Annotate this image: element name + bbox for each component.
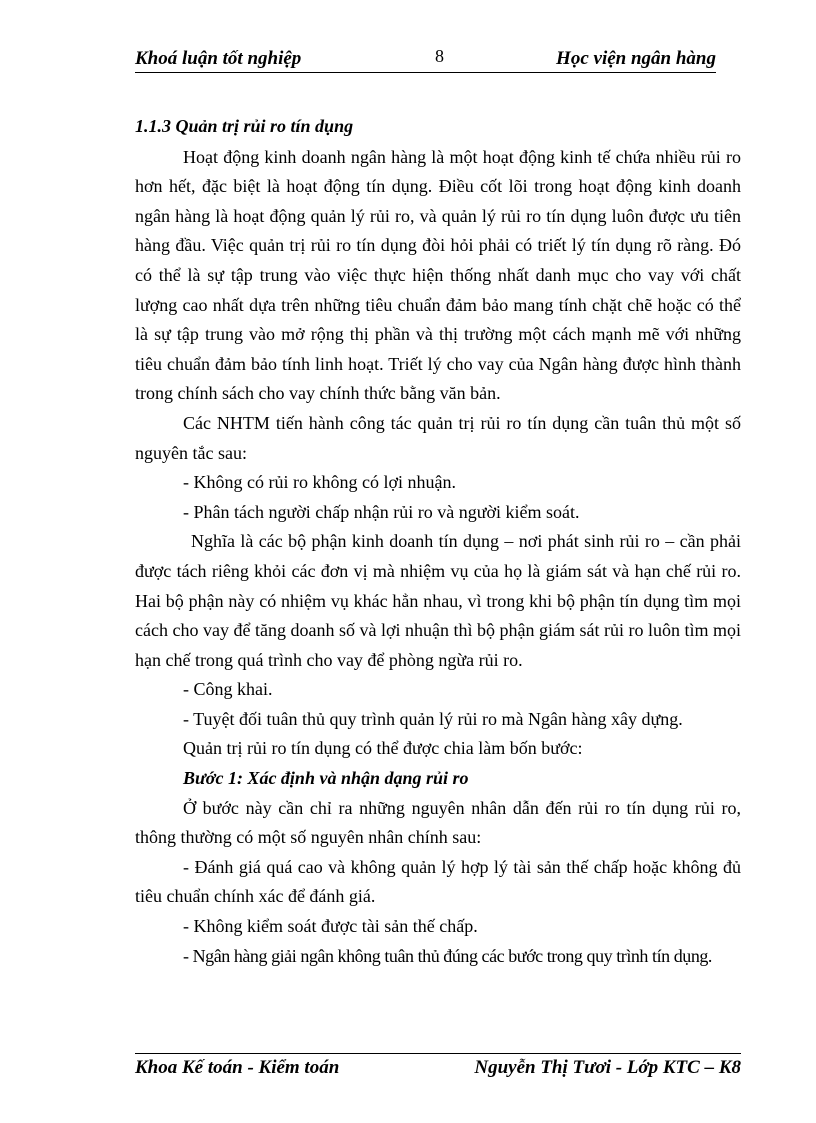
section-heading: 1.1.3 Quản trị rủi ro tín dụng [135, 116, 354, 136]
header-institution: Học viện ngân hàng [556, 48, 716, 69]
page-footer [135, 1053, 741, 1082]
header-thesis-title: Khoá luận tốt nghiệp [135, 48, 302, 69]
page-header [135, 48, 716, 73]
paragraph: Quản trị rủi ro tín dụng có thể được chia làm bốn bước: [183, 738, 583, 759]
bullet-item: - Không có rủi ro không có lợi nhuận. [183, 472, 456, 493]
page-body [135, 112, 741, 971]
footer-department: Khoa Kế toán - Kiểm toán [135, 1057, 340, 1078]
bullet-item: - Đánh giá quá cao và không quản lý hợp lý tài sản thế chấp hoặc không đủ tiêu chuẩn chính xác để đánh giá. [135, 856, 741, 907]
paragraph: Ở bước này cần chỉ ra những nguyên nhân dẫn đến rủi ro tín dụng rủi ro, thông thường có một số nguyên nhân chính sau: [135, 797, 741, 848]
bullet-item: - Phân tách người chấp nhận rủi ro và người kiểm soát. [183, 501, 580, 522]
page-number: 8 [435, 46, 444, 66]
footer-author: Nguyễn Thị Tươi - Lớp KTC – K8 [474, 1057, 741, 1078]
bullet-item: - Ngân hàng giải ngân không tuân thủ đúng các bước trong quy trình tín dụng. [183, 945, 712, 966]
step-heading: Bước 1: Xác định và nhận dạng rủi ro [183, 768, 469, 789]
bullet-item: - Tuyệt đối tuân thủ quy trình quản lý rủi ro mà Ngân hàng xây dựng. [183, 708, 683, 729]
bullet-item: - Công khai. [183, 679, 273, 700]
paragraph: Nghĩa là các bộ phận kinh doanh tín dụng – nơi phát sinh rủi ro – cần phải được tách riêng khỏi các đơn vị mà nhiệm vụ của họ là giám sát và hạn chế rủi ro. Hai bộ phận này có nhiệm vụ khác hẳn nhau, vì trong khi bộ phận tín dụng tìm mọi cách cho vay để tăng doanh số và lợi nhuận thì bộ phận giám sát rủi ro luôn tìm mọi hạn chế trong quá trình cho vay để phòng ngừa rủi ro. [135, 531, 741, 670]
paragraph: Hoạt động kinh doanh ngân hàng là một hoạt động kinh tế chứa nhiều rủi ro hơn hết, đặc biệt là hoạt động tín dụng. Điều cốt lõi trong hoạt động kinh doanh ngân hàng là hoạt động quản lý rủi ro, và quản lý rủi ro tín dụng luôn được ưu tiên hàng đầu. Việc quản trị rủi ro tín dụng đòi hỏi phải có triết lý tín dụng rõ ràng. Đó có thể là sự tập trung vào việc thực hiện thống nhất danh mục cho vay với chất lượng cao nhất dựa trên những tiêu chuẩn đảm bảo mang tính chặt chẽ hoặc có thể là sự tập trung vào mở rộng thị phần và thị trường một cách mạnh mẽ với những tiêu chuẩn đảm bảo tính linh hoạt. Triết lý cho vay của Ngân hàng được hình thành trong chính sách cho vay chính thức bằng văn bản. [135, 146, 741, 404]
paragraph: Các NHTM tiến hành công tác quản trị rủi ro tín dụng cần tuân thủ một số nguyên tắc sau: [135, 412, 741, 463]
bullet-item: - Không kiểm soát được tài sản thế chấp. [183, 916, 478, 937]
